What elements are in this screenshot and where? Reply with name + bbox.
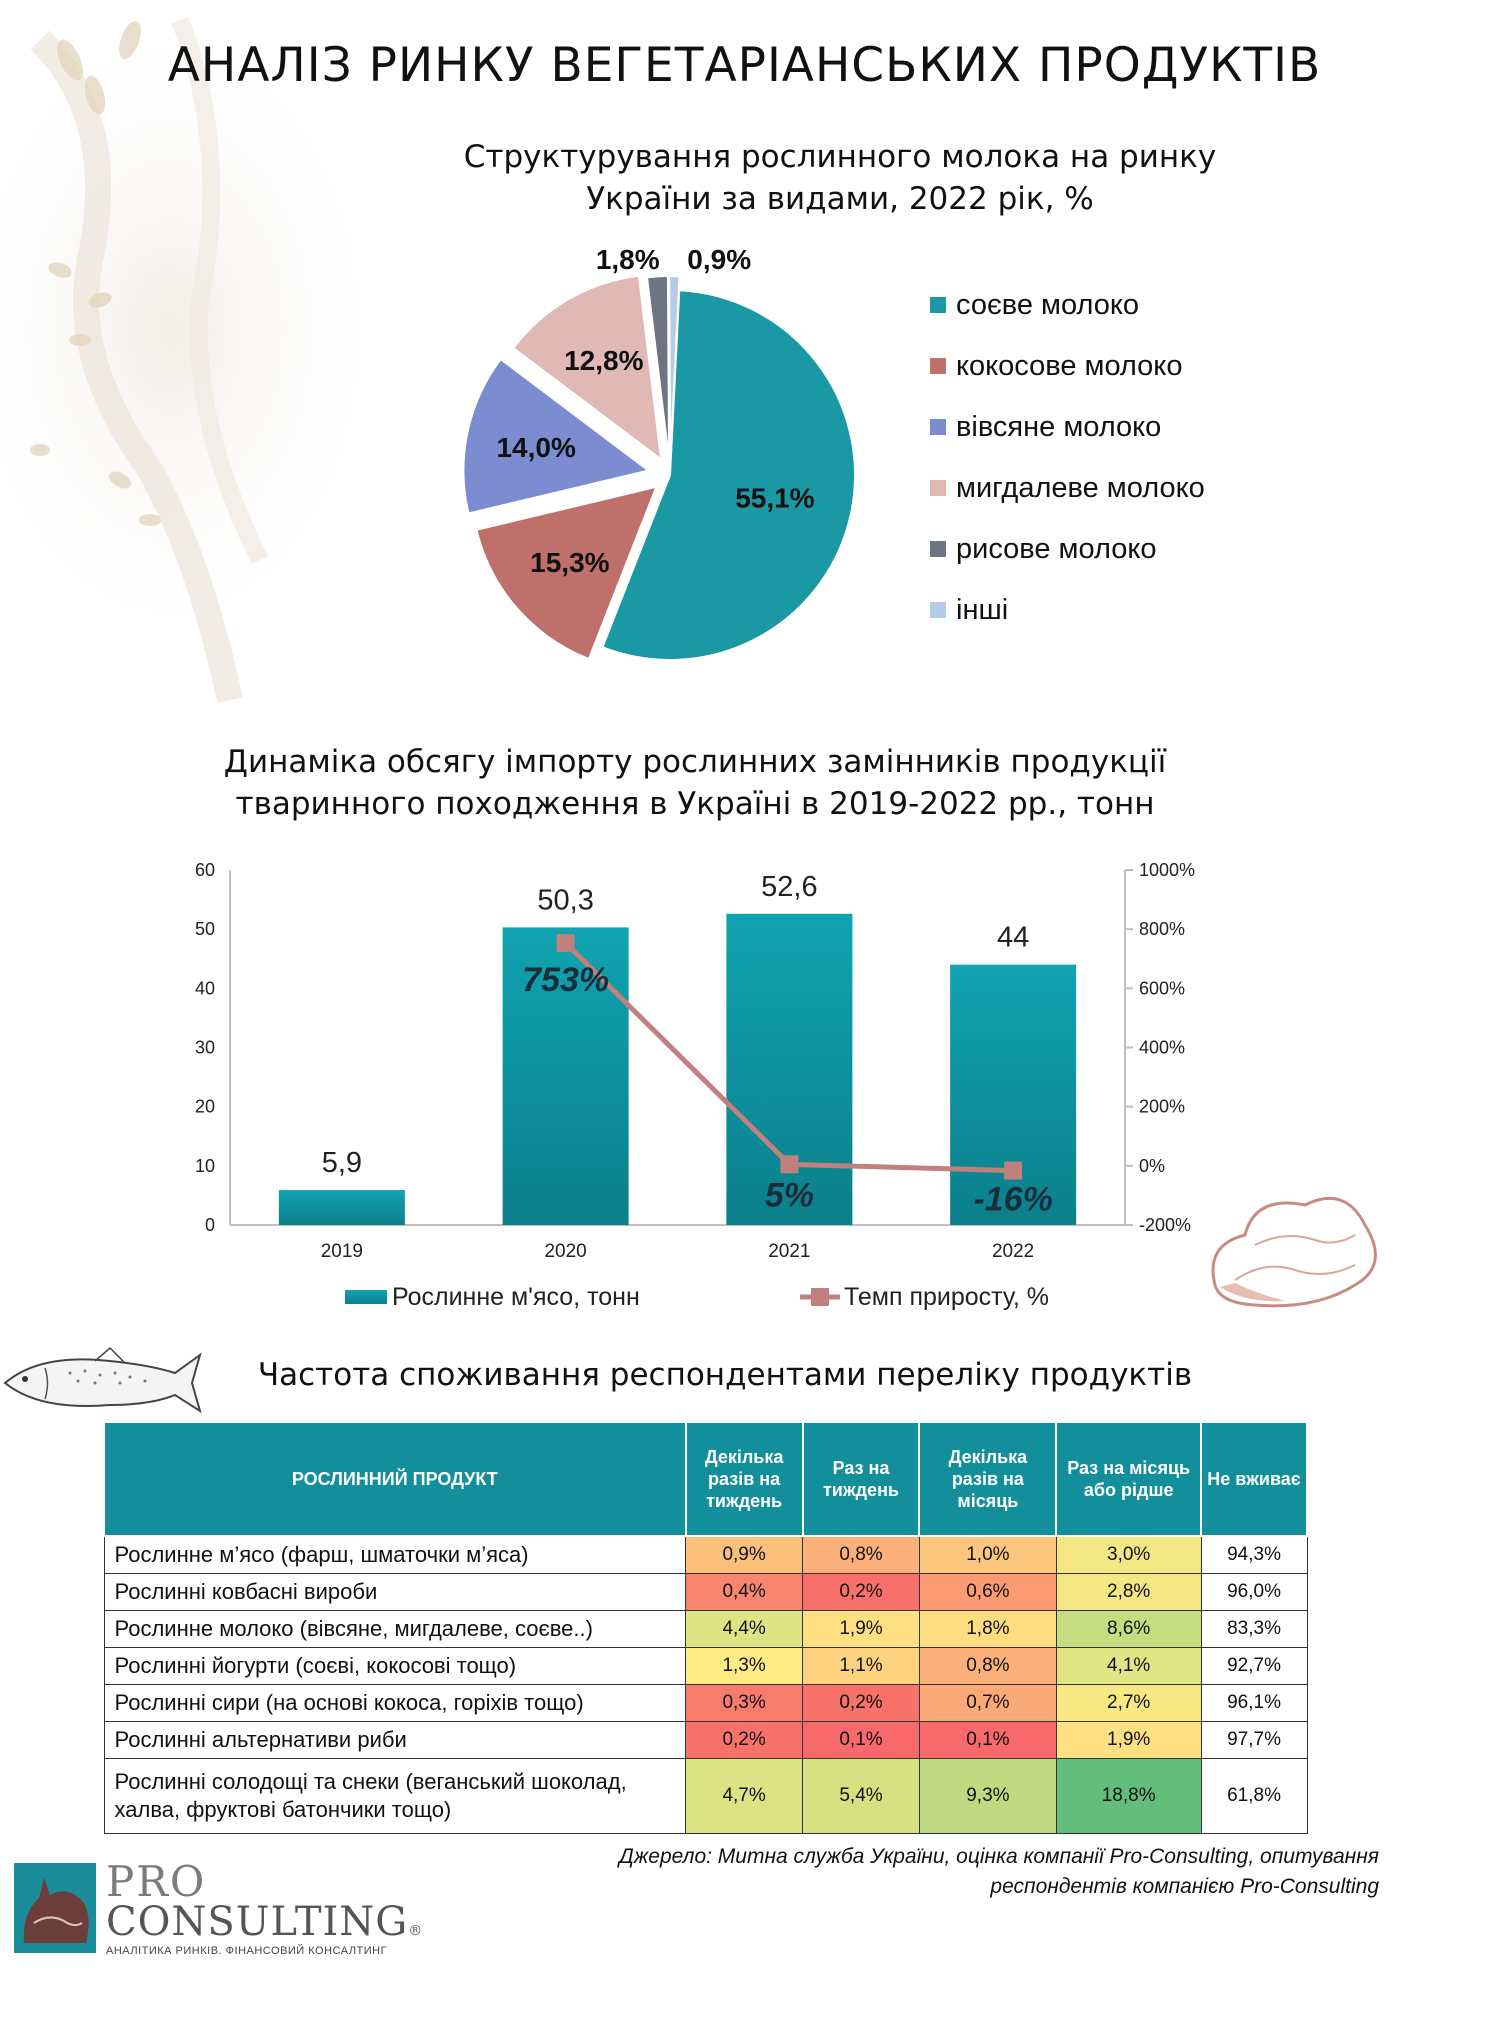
pie-label-4: 1,8% [595, 244, 660, 276]
line-legend-marker [811, 1288, 829, 1306]
pie-legend-item-4 [930, 529, 1157, 569]
value-cell: 0,8% [919, 1648, 1056, 1685]
value-cell: 1,0% [919, 1536, 1056, 1574]
growth-marker-2022 [1004, 1162, 1022, 1180]
value-cell: 18,8% [1056, 1759, 1201, 1834]
bar-value-label-2022: 44 [996, 921, 1030, 954]
source-line2: респондентів компанією Pro-Consulting [990, 1875, 1379, 1898]
value-cell: 4,7% [686, 1759, 803, 1834]
growth-label-2021: 5% [764, 1176, 814, 1215]
left-tick-label-0: 0 [204, 1215, 215, 1235]
header-once-per-week: Раз на тиждень [803, 1422, 920, 1536]
x-tick-label-2019: 2019 [320, 1241, 364, 1262]
bar-value-label-2020: 50,3 [537, 884, 594, 917]
bar-title-line2: тваринного походження в Україні в 2019-2022 рр., тонн [235, 786, 1155, 822]
value-cell: 97,7% [1201, 1722, 1307, 1759]
pie-chart-title [390, 136, 1290, 220]
pie-legend-swatch-1 [930, 358, 946, 374]
consumption-frequency-table [103, 1421, 1308, 1834]
bar-title-line1: Динаміка обсягу імпорту рослинних замінників продукції [223, 744, 1167, 780]
left-tick-label-3: 30 [194, 1037, 215, 1058]
pie-label-0: 55,1% [735, 482, 815, 514]
table-row [104, 1611, 1307, 1648]
left-tick-label-2: 20 [194, 1096, 215, 1117]
table-row [104, 1574, 1307, 1611]
pie-legend-item-2 [930, 407, 1161, 447]
pie-chart [420, 225, 920, 725]
pie-legend-swatch-4 [930, 541, 946, 557]
x-tick-label-2022: 2022 [991, 1241, 1035, 1262]
source-note [619, 1842, 1379, 1902]
product-name-cell: Рослинні солодощі та снеки (веганський шоколад, халва, фруктові батончики тощо) [104, 1759, 686, 1834]
logo-registered-mark: ® [408, 1923, 424, 1939]
pie-label-2: 14,0% [496, 432, 576, 464]
growth-marker-2021 [780, 1155, 798, 1173]
table-row [104, 1536, 1307, 1574]
pie-legend-swatch-0 [930, 297, 946, 313]
value-cell: 0,2% [803, 1574, 920, 1611]
pie-legend-swatch-5 [930, 602, 946, 618]
right-tick-label-6: 1000% [1139, 860, 1196, 880]
pie-legend-label-0: соєве молоко [956, 288, 1139, 321]
value-cell: 0,2% [686, 1722, 803, 1759]
value-cell: 1,9% [803, 1611, 920, 1648]
pie-legend-item-0 [930, 285, 1139, 325]
growth-label-2020: 753% [522, 961, 610, 1000]
bar-chart-title [150, 741, 1240, 825]
header-several-per-month: Декілька разів на місяць [919, 1422, 1056, 1536]
value-cell: 83,3% [1201, 1611, 1307, 1648]
header-several-per-week: Декілька разів на тиждень [686, 1422, 803, 1536]
logo-consulting-word: CONSULTING [106, 1899, 409, 1945]
rhino-logo-icon [14, 1863, 96, 1953]
value-cell: 4,1% [1056, 1648, 1201, 1685]
left-tick-label-6: 60 [194, 860, 215, 880]
value-cell: 2,7% [1056, 1685, 1201, 1722]
growth-marker-2020 [557, 934, 575, 952]
pie-legend-label-4: рисове молоко [956, 532, 1157, 565]
header-never: Не вживає [1201, 1422, 1307, 1536]
product-name-cell: Рослинні альтернативи риби [104, 1722, 686, 1759]
pie-legend-item-5 [930, 590, 1008, 630]
meat-decoration [1195, 1175, 1395, 1315]
left-tick-label-1: 10 [194, 1155, 215, 1176]
bar-value-label-2021: 52,6 [761, 870, 818, 903]
value-cell: 0,7% [919, 1685, 1056, 1722]
pie-label-3: 12,8% [564, 344, 644, 376]
pie-title-line1: Структурування рослинного молока на ринку [463, 139, 1217, 175]
pie-legend-label-1: кокосове молоко [956, 349, 1183, 382]
milk-splash-decoration [0, 0, 420, 720]
bar-2019 [279, 1190, 405, 1225]
table-row [104, 1685, 1307, 1722]
value-cell: 94,3% [1201, 1536, 1307, 1574]
product-name-cell: Рослинні йогурти (соєві, кокосові тощо) [104, 1648, 686, 1685]
value-cell: 0,9% [686, 1536, 803, 1574]
value-cell: 0,3% [686, 1685, 803, 1722]
pie-legend-item-3 [930, 468, 1205, 508]
right-tick-label-5: 800% [1139, 919, 1186, 940]
pie-legend-item-1 [930, 346, 1182, 386]
product-name-cell: Рослинні сири (на основі кокоса, горіхів тощо) [104, 1685, 686, 1722]
value-cell: 0,8% [803, 1536, 920, 1574]
bar-line-chart [150, 850, 1250, 1320]
bar-legend-label: Рослинне м'ясо, тонн [392, 1283, 640, 1311]
table-row [104, 1648, 1307, 1685]
pie-legend-swatch-3 [930, 480, 946, 496]
page-title: АНАЛІЗ РИНКУ ВЕГЕТАРІАНСЬКИХ ПРОДУКТІВ [167, 38, 1322, 93]
pie-legend-swatch-2 [930, 419, 946, 435]
value-cell: 8,6% [1056, 1611, 1201, 1648]
growth-label-2022: -16% [973, 1180, 1053, 1219]
value-cell: 5,4% [803, 1759, 920, 1834]
value-cell: 1,3% [686, 1648, 803, 1685]
x-tick-label-2020: 2020 [544, 1241, 587, 1262]
table-row [104, 1759, 1307, 1834]
logo-pro-text: PRO [106, 1857, 207, 1906]
pie-legend-label-2: вівсяне молоко [956, 410, 1162, 443]
left-tick-label-4: 40 [194, 978, 215, 999]
bar-value-label-2019: 5,9 [321, 1147, 363, 1180]
value-cell: 92,7% [1201, 1648, 1307, 1685]
right-tick-label-4: 600% [1139, 978, 1186, 999]
product-name-cell: Рослинні ковбасні вироби [104, 1574, 686, 1611]
value-cell: 0,6% [919, 1574, 1056, 1611]
value-cell: 4,4% [686, 1611, 803, 1648]
table-row [104, 1722, 1307, 1759]
right-tick-label-0: -200% [1139, 1215, 1192, 1235]
product-name-cell: Рослинне м’ясо (фарш, шматочки м’яса) [104, 1536, 686, 1574]
table-title: Частота споживання респондентами переліку продуктів [257, 1357, 1193, 1393]
value-cell: 2,8% [1056, 1574, 1201, 1611]
x-tick-label-2021: 2021 [768, 1241, 811, 1262]
left-tick-label-5: 50 [194, 919, 215, 940]
value-cell: 0,4% [686, 1574, 803, 1611]
value-cell: 96,0% [1201, 1574, 1307, 1611]
line-legend-label: Темп приросту, % [844, 1283, 1050, 1311]
header-once-per-month-or-less: Раз на місяць або рідше [1056, 1422, 1201, 1536]
right-tick-label-1: 0% [1139, 1155, 1166, 1176]
bar-legend-swatch [345, 1290, 387, 1304]
pie-legend-label-3: мигдалеве молоко [956, 471, 1205, 504]
fish-decoration [0, 1343, 205, 1423]
value-cell: 9,3% [919, 1759, 1056, 1834]
value-cell: 0,1% [919, 1722, 1056, 1759]
pie-label-5: 0,9% [687, 243, 752, 275]
logo-tagline: АНАЛІТИКА РИНКІВ. ФІНАНСОВИЙ КОНСАЛТИНГ [106, 1945, 388, 1957]
pie-title-line2: України за видами, 2022 рік, % [586, 181, 1094, 217]
product-name-cell: Рослинне молоко (вівсяне, мигдалеве, соєве..) [104, 1611, 686, 1648]
value-cell: 61,8% [1201, 1759, 1307, 1834]
value-cell: 96,1% [1201, 1685, 1307, 1722]
right-tick-label-3: 400% [1139, 1037, 1186, 1058]
logo-consulting-text [106, 1899, 423, 1945]
value-cell: 1,9% [1056, 1722, 1201, 1759]
source-line1: Джерело: Митна служба України, оцінка компанії Pro-Consulting, опитування [619, 1845, 1379, 1868]
value-cell: 3,0% [1056, 1536, 1201, 1574]
value-cell: 1,8% [919, 1611, 1056, 1648]
value-cell: 0,2% [803, 1685, 920, 1722]
header-product: РОСЛИННИЙ ПРОДУКТ [104, 1422, 686, 1536]
right-tick-label-2: 200% [1139, 1096, 1186, 1117]
pie-legend-label-5: інші [956, 593, 1009, 626]
value-cell: 0,1% [803, 1722, 920, 1759]
pie-label-1: 15,3% [530, 547, 610, 579]
table-header-row [104, 1422, 1307, 1536]
value-cell: 1,1% [803, 1648, 920, 1685]
